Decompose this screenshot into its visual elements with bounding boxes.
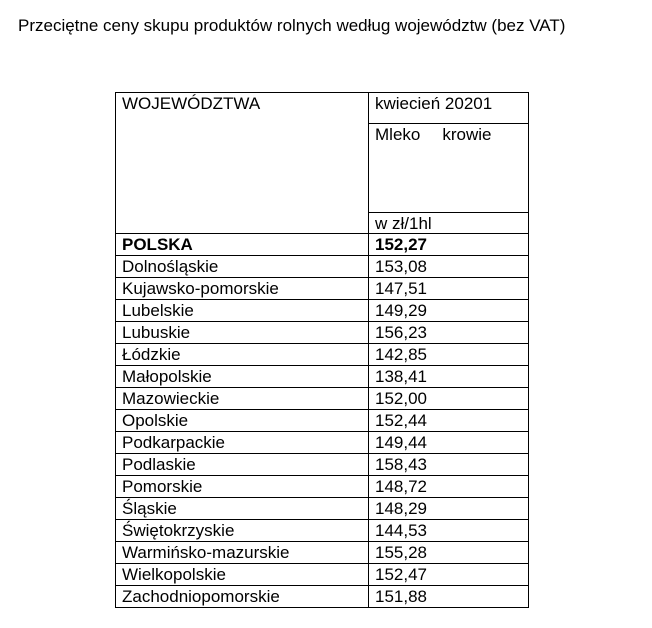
region-name: Wielkopolskie xyxy=(116,564,369,586)
table-row xyxy=(116,476,529,498)
region-value: 156,23 xyxy=(369,322,529,344)
region-name: Dolnośląskie xyxy=(116,256,369,278)
region-name: Podkarpackie xyxy=(116,432,369,454)
region-value: 155,28 xyxy=(369,542,529,564)
total-value: 152,27 xyxy=(369,234,529,256)
region-name: Świętokrzyskie xyxy=(116,520,369,542)
region-value: 158,43 xyxy=(369,454,529,476)
table-row xyxy=(116,366,529,388)
table-row xyxy=(116,278,529,300)
document-title: Przeciętne ceny skupu produktów rolnych według województw (bez VAT) xyxy=(18,16,566,35)
table-row xyxy=(116,498,529,520)
region-value: 148,29 xyxy=(369,498,529,520)
region-name: Zachodniopomorskie xyxy=(116,586,369,608)
table-row xyxy=(116,542,529,564)
region-value: 152,44 xyxy=(369,410,529,432)
region-value: 152,00 xyxy=(369,388,529,410)
unit-label: w zł/1hl xyxy=(369,212,529,234)
region-value: 151,88 xyxy=(369,586,529,608)
region-name: Lubuskie xyxy=(116,322,369,344)
region-value: 148,72 xyxy=(369,476,529,498)
region-name: Małopolskie xyxy=(116,366,369,388)
product-word-2: krowie xyxy=(442,125,492,144)
region-name: Warmińsko-mazurskie xyxy=(116,542,369,564)
table-row xyxy=(116,564,529,586)
region-value: 142,85 xyxy=(369,344,529,366)
table-row xyxy=(116,256,529,278)
region-value: 153,08 xyxy=(369,256,529,278)
table-row xyxy=(116,410,529,432)
region-name: Podlaskie xyxy=(116,454,369,476)
region-name: Kujawsko-pomorskie xyxy=(116,278,369,300)
region-name: Mazowieckie xyxy=(116,388,369,410)
table-row xyxy=(116,586,529,608)
table-row xyxy=(116,388,529,410)
region-value: 147,51 xyxy=(369,278,529,300)
total-row xyxy=(116,234,529,256)
region-name: Pomorskie xyxy=(116,476,369,498)
table-row xyxy=(116,344,529,366)
region-name: Opolskie xyxy=(116,410,369,432)
region-value: 144,53 xyxy=(369,520,529,542)
table-header-row xyxy=(116,93,529,234)
table-row xyxy=(116,520,529,542)
table-row xyxy=(116,300,529,322)
product-word-1: Mleko xyxy=(375,125,421,144)
table-row xyxy=(116,322,529,344)
region-column-header: WOJEWÓDZTWA xyxy=(116,93,369,234)
total-name: POLSKA xyxy=(116,234,369,256)
value-column-header xyxy=(369,93,529,234)
region-value: 149,44 xyxy=(369,432,529,454)
table-row xyxy=(116,432,529,454)
region-name: Łódzkie xyxy=(116,344,369,366)
region-value: 138,41 xyxy=(369,366,529,388)
region-name: Śląskie xyxy=(116,498,369,520)
product-cell xyxy=(369,123,529,213)
region-name: Lubelskie xyxy=(116,300,369,322)
price-table xyxy=(115,92,529,608)
period-label: kwiecień 20201 xyxy=(375,94,493,113)
region-value: 149,29 xyxy=(369,300,529,322)
region-value: 152,47 xyxy=(369,564,529,586)
table-row xyxy=(116,454,529,476)
